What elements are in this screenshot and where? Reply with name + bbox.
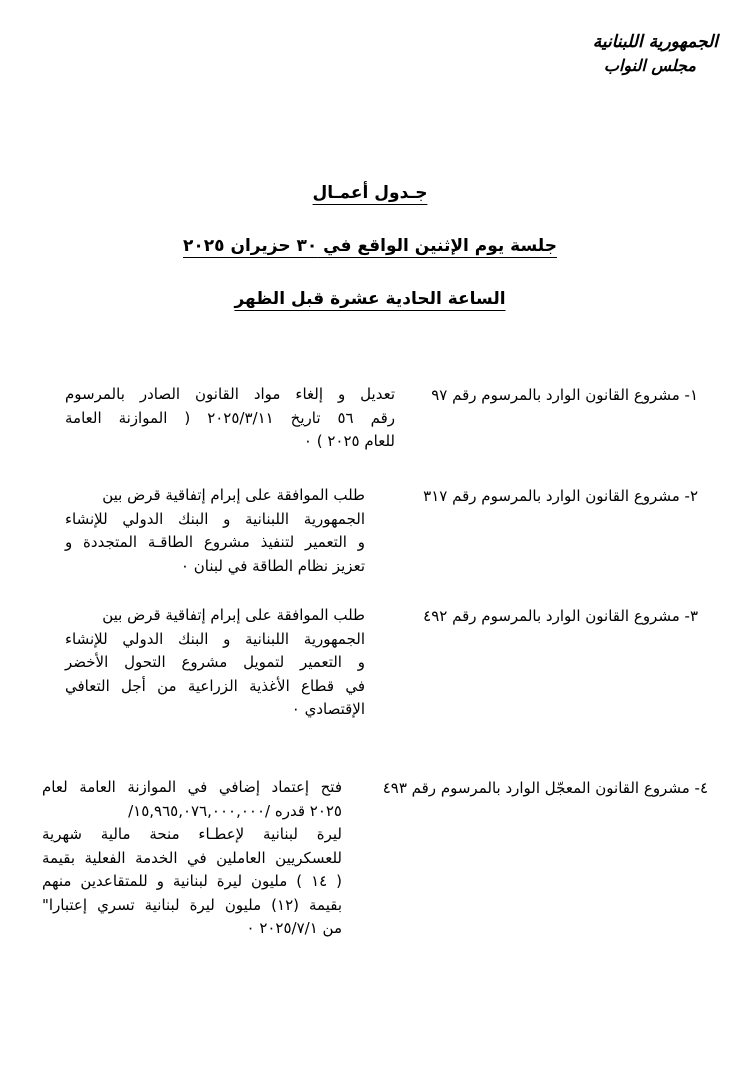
item-description [65,484,365,578]
description-line: بقيمة (١٢) مليون ليرة لبنانية تسري إعتبارا" [42,895,343,914]
republic-name: الجمهورية اللبنانية [592,32,718,52]
item-description [65,604,365,722]
description-line: تعزيز نظام الطاقة في لبنان ٠ [180,556,365,575]
description-line: ٢٠٢٥ قدره /١٥,٩٦٥,٠٧٦,٠٠٠,٠٠٠/ [128,801,342,820]
description-line: من ٢٠٢٥/٧/١ ٠ [246,919,342,937]
description-line: للعسكريين العاملين في الخدمة الفعلية بقيمة [42,848,342,867]
description-line: في قطاع الأغذية الزراعية من أجل التعافي [65,676,365,695]
description-line: و التعمير لتنفيذ مشروع الطاقـة المتجددة و [65,533,365,551]
description-line: طلب الموافقة على إبرام إتفاقية قرض بين [102,606,365,624]
item-description [42,776,342,941]
description-line: الجمهورية اللبنانية و البنك الدولي للإنشاء [65,629,365,648]
description-line: فتح إعتماد إضافي في الموازنة العامة لعام [42,778,342,796]
description-line: ليرة لبنانية لإعطـاء منحة مالية شهرية [42,825,342,843]
description-line: الجمهورية اللبنانية و البنك الدولي للإنشاء [65,509,365,528]
description-line: الإقتصادي ٠ [291,700,365,718]
item-project: ٢- مشروع القانون الوارد بالمرسوم رقم ٣١٧ [423,487,698,505]
title-block [0,183,740,309]
item-project: ٣- مشروع القانون الوارد بالمرسوم رقم ٤٩٢ [423,607,698,625]
session-time: الساعة الحادية عشرة قبل الظهر [234,289,506,309]
description-line: للعام ٢٠٢٥ ) ٠ [303,432,395,450]
description-line: ( ١٤ ) مليون ليرة لبنانية و للمتقاعدين منهم [42,872,343,890]
letterhead [593,30,718,78]
item-description [65,383,395,454]
agenda-title: جـدول أعمـال [312,183,428,203]
parliament-name: مجلس النواب [603,56,696,75]
description-line: و التعمير لتمويل مشروع التحول الأخضر [65,653,365,671]
description-line: طلب الموافقة على إبرام إتفاقية قرض بين [102,486,365,504]
session-date: جلسة يوم الإثنين الواقع في ٣٠ حزيران ٢٠٢٥ [183,236,557,256]
item-project: ١- مشروع القانون الوارد بالمرسوم رقم ٩٧ [431,386,698,404]
description-line: تعديل و إلغاء مواد القانون الصادر بالمرسوم [65,385,395,403]
description-line: رقم ٥٦ تاريخ ٢٠٢٥/٣/١١ ( الموازنة العامة [65,408,395,427]
item-project: ٤- مشروع القانون المعجّل الوارد بالمرسوم رقم ٤٩٣ [382,779,708,797]
